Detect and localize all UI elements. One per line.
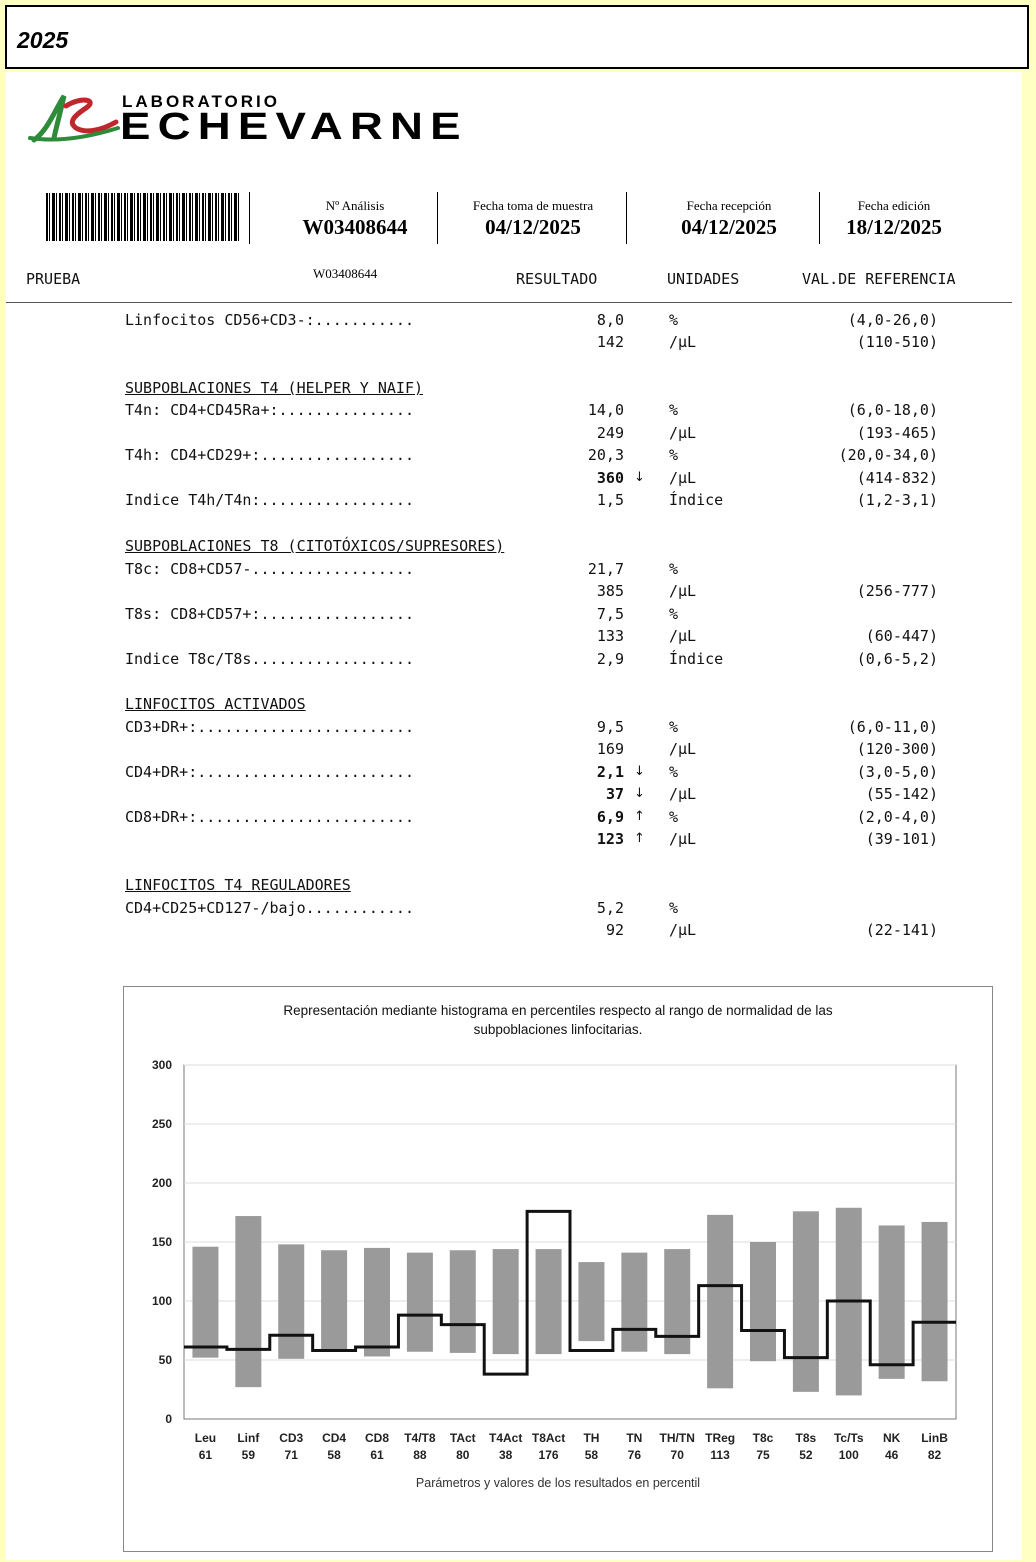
result-value: 21,7 bbox=[587, 560, 624, 578]
x-category-label: CD8 bbox=[364, 1431, 390, 1445]
reference-range: (4,0-26,0) bbox=[847, 311, 938, 329]
column-header-prueba: PRUEBA bbox=[26, 270, 81, 288]
result-value: 123 bbox=[596, 830, 624, 848]
result-value: 7,5 bbox=[596, 605, 624, 623]
reference-range: (256-777) bbox=[856, 582, 938, 600]
reference-range: (3,0-5,0) bbox=[856, 763, 938, 781]
result-value: 385 bbox=[596, 582, 624, 600]
test-name: CD3+DR+:........................ bbox=[125, 718, 414, 736]
range-bar bbox=[707, 1215, 733, 1388]
column-header-unidades: UNIDADES bbox=[667, 270, 740, 288]
test-name: T4n: CD4+CD45Ra+:............... bbox=[125, 401, 414, 419]
edition-date-value: 18/12/2025 bbox=[846, 215, 942, 239]
x-category-label: NK bbox=[882, 1431, 901, 1445]
column-header-resultado: RESULTADO bbox=[516, 270, 598, 288]
section-title: SUBPOBLACIONES T8 (CITOTÓXICOS/SUPRESORES) bbox=[125, 537, 505, 555]
result-value: 2,1 bbox=[596, 763, 624, 781]
divider bbox=[249, 192, 250, 244]
unit: % bbox=[669, 560, 679, 578]
range-bar bbox=[578, 1262, 604, 1341]
x-category-label: CD4 bbox=[322, 1431, 347, 1445]
range-bar bbox=[407, 1253, 433, 1352]
result-value: 37 bbox=[605, 785, 624, 803]
chart-svg bbox=[124, 987, 992, 1551]
unit: Índice bbox=[669, 650, 724, 668]
result-value: 14,0 bbox=[587, 401, 624, 419]
unit: /µL bbox=[669, 469, 697, 487]
unit: Índice bbox=[669, 491, 724, 509]
unit: % bbox=[669, 763, 679, 781]
x-category-label: LinB bbox=[921, 1431, 948, 1445]
result-value: 169 bbox=[596, 740, 624, 758]
x-value-label: 38 bbox=[498, 1448, 513, 1462]
x-value-label: 100 bbox=[838, 1448, 859, 1462]
result-value: 1,5 bbox=[596, 491, 624, 509]
unit: % bbox=[669, 311, 679, 329]
sample-date-label: Fecha toma de muestra bbox=[472, 198, 594, 213]
result-value: 133 bbox=[596, 627, 624, 645]
test-name: T8c: CD8+CD57-.................. bbox=[125, 560, 414, 578]
reception-date bbox=[644, 198, 814, 240]
x-value-label: 52 bbox=[799, 1448, 813, 1462]
x-category-label: TH bbox=[583, 1431, 600, 1445]
barcode bbox=[46, 193, 240, 241]
range-bar bbox=[879, 1225, 905, 1378]
unit: /µL bbox=[669, 627, 697, 645]
y-tick-label: 0 bbox=[165, 1412, 172, 1426]
range-bar bbox=[793, 1211, 819, 1392]
range-bar bbox=[278, 1244, 304, 1358]
analysis-number-value: W03408644 bbox=[302, 215, 408, 239]
x-category-label: CD3 bbox=[279, 1431, 304, 1445]
unit: % bbox=[669, 446, 679, 464]
arrow-down-icon: ↓ bbox=[634, 470, 645, 485]
arrow-up-icon: ↑ bbox=[634, 831, 645, 846]
unit: % bbox=[669, 605, 679, 623]
range-bar bbox=[321, 1250, 347, 1351]
x-value-label: 70 bbox=[670, 1448, 684, 1462]
reference-range: (55-142) bbox=[865, 785, 938, 803]
echevarne-logo-icon bbox=[26, 88, 122, 150]
unit: /µL bbox=[669, 582, 697, 600]
x-value-label: 176 bbox=[538, 1448, 559, 1462]
result-value: 360 bbox=[596, 469, 624, 487]
result-value: 249 bbox=[596, 424, 624, 442]
reference-range: (120-300) bbox=[856, 740, 938, 758]
range-bar bbox=[364, 1248, 390, 1357]
range-bar bbox=[235, 1216, 261, 1387]
reference-range: (1,2-3,1) bbox=[856, 491, 938, 509]
unit: /µL bbox=[669, 424, 697, 442]
test-name: CD4+DR+:........................ bbox=[125, 763, 414, 781]
x-value-label: 71 bbox=[284, 1448, 298, 1462]
reference-range: (39-101) bbox=[865, 830, 938, 848]
column-header-id: W03408644 bbox=[313, 266, 378, 281]
x-value-label: 61 bbox=[198, 1448, 213, 1462]
x-category-label: TN bbox=[626, 1431, 643, 1445]
range-bar bbox=[750, 1242, 776, 1361]
range-bar bbox=[536, 1249, 562, 1354]
unit: % bbox=[669, 401, 679, 419]
x-category-label: T4Act bbox=[488, 1431, 523, 1445]
edition-date-label: Fecha edición bbox=[857, 198, 931, 213]
x-category-label: Leu bbox=[194, 1431, 217, 1445]
result-value: 6,9 bbox=[596, 808, 624, 826]
reference-range: (6,0-18,0) bbox=[847, 401, 938, 419]
arrow-up-icon: ↑ bbox=[634, 809, 645, 824]
range-bar bbox=[922, 1222, 948, 1381]
reference-range: (0,6-5,2) bbox=[856, 650, 938, 668]
x-category-label: TAct bbox=[449, 1431, 476, 1445]
x-category-label: T4/T8 bbox=[404, 1431, 436, 1445]
x-value-label: 58 bbox=[584, 1448, 599, 1462]
x-value-label: 80 bbox=[456, 1448, 470, 1462]
x-value-label: 88 bbox=[413, 1448, 427, 1462]
sample-date bbox=[448, 198, 618, 240]
x-value-label: 61 bbox=[370, 1448, 384, 1462]
chart-title: subpoblaciones linfocitarias. bbox=[473, 1022, 643, 1037]
result-value: 2,9 bbox=[596, 650, 624, 668]
divider bbox=[626, 192, 627, 244]
reference-range: (22-141) bbox=[865, 921, 938, 939]
test-name: CD8+DR+:........................ bbox=[125, 808, 414, 826]
result-value: 5,2 bbox=[596, 899, 624, 917]
y-tick-label: 200 bbox=[151, 1176, 172, 1190]
range-bar bbox=[450, 1250, 476, 1353]
reference-range: (60-447) bbox=[865, 627, 938, 645]
test-name: Indice T8c/T8s.................. bbox=[125, 650, 414, 668]
reference-range: (414-832) bbox=[856, 469, 938, 487]
test-name: CD4+CD25+CD127-/bajo............ bbox=[125, 899, 414, 917]
x-category-label: TH/TN bbox=[659, 1431, 695, 1445]
x-axis-label: Parámetros y valores de los resultados en percentil bbox=[415, 1476, 701, 1490]
x-value-label: 113 bbox=[710, 1448, 730, 1462]
x-value-label: 59 bbox=[241, 1448, 256, 1462]
x-value-label: 75 bbox=[756, 1448, 770, 1462]
top-banner bbox=[5, 5, 1029, 69]
result-value: 142 bbox=[596, 333, 624, 351]
percentile-chart bbox=[123, 986, 993, 1552]
y-tick-label: 150 bbox=[151, 1235, 172, 1249]
lab-name-small: LABORATORIO bbox=[122, 92, 280, 111]
range-bar bbox=[621, 1253, 647, 1352]
x-category-label: TReg bbox=[705, 1431, 736, 1445]
result-value: 92 bbox=[605, 921, 624, 939]
x-value-label: 76 bbox=[627, 1448, 642, 1462]
chart-title: Representación mediante histograma en percentiles respecto al rango de normalidad de las bbox=[283, 1003, 833, 1018]
analysis-number bbox=[270, 198, 440, 240]
reference-range: (110-510) bbox=[856, 333, 938, 351]
test-name: T8s: CD8+CD57+:................. bbox=[125, 605, 414, 623]
reference-range: (20,0-34,0) bbox=[838, 446, 938, 464]
test-name: T4h: CD4+CD29+:................. bbox=[125, 446, 414, 464]
analysis-number-label: Nº Análisis bbox=[325, 198, 385, 213]
reception-date-value: 04/12/2025 bbox=[681, 215, 777, 239]
unit: /µL bbox=[669, 740, 697, 758]
x-value-label: 58 bbox=[327, 1448, 341, 1462]
result-value: 20,3 bbox=[587, 446, 624, 464]
range-bar bbox=[192, 1247, 218, 1358]
test-name: Linfocitos CD56+CD3-:........... bbox=[125, 311, 414, 329]
edition-date bbox=[809, 198, 979, 240]
unit: /µL bbox=[669, 921, 697, 939]
range-bar bbox=[493, 1249, 519, 1354]
unit: % bbox=[669, 899, 679, 917]
unit: /µL bbox=[669, 830, 697, 848]
reference-range: (193-465) bbox=[856, 424, 938, 442]
y-tick-label: 250 bbox=[151, 1117, 172, 1131]
reception-date-label: Fecha recepción bbox=[686, 198, 772, 213]
section-title: LINFOCITOS ACTIVADOS bbox=[125, 695, 306, 713]
column-header-referencia: VAL.DE REFERENCIA bbox=[802, 270, 956, 288]
range-bar bbox=[664, 1249, 690, 1354]
result-value: 8,0 bbox=[596, 311, 624, 329]
arrow-down-icon: ↓ bbox=[634, 764, 645, 779]
reference-range: (2,0-4,0) bbox=[856, 808, 938, 826]
year-label: 2025 bbox=[17, 27, 69, 53]
x-value-label: 82 bbox=[927, 1448, 942, 1462]
y-tick-label: 300 bbox=[151, 1058, 172, 1072]
unit: /µL bbox=[669, 333, 697, 351]
unit: % bbox=[669, 718, 679, 736]
x-value-label: 46 bbox=[884, 1448, 899, 1462]
y-tick-label: 100 bbox=[151, 1294, 172, 1308]
lab-name-big: ECHEVARNE bbox=[120, 106, 468, 148]
section-title: SUBPOBLACIONES T4 (HELPER Y NAIF) bbox=[125, 379, 424, 397]
reference-range: (6,0-11,0) bbox=[847, 718, 938, 736]
result-value: 9,5 bbox=[596, 718, 624, 736]
unit: % bbox=[669, 808, 679, 826]
x-category-label: Linf bbox=[237, 1431, 260, 1445]
y-tick-label: 50 bbox=[158, 1353, 172, 1367]
x-category-label: T8c bbox=[752, 1431, 774, 1445]
arrow-down-icon: ↓ bbox=[634, 786, 645, 801]
header-rule bbox=[6, 302, 1012, 303]
section-title: LINFOCITOS T4 REGULADORES bbox=[125, 876, 351, 894]
unit: /µL bbox=[669, 785, 697, 803]
x-category-label: Tc/Ts bbox=[833, 1431, 864, 1445]
test-name: Indice T4h/T4n:................. bbox=[125, 491, 414, 509]
x-category-label: T8s bbox=[795, 1431, 817, 1445]
sample-date-value: 04/12/2025 bbox=[485, 215, 581, 239]
x-category-label: T8Act bbox=[531, 1431, 566, 1445]
